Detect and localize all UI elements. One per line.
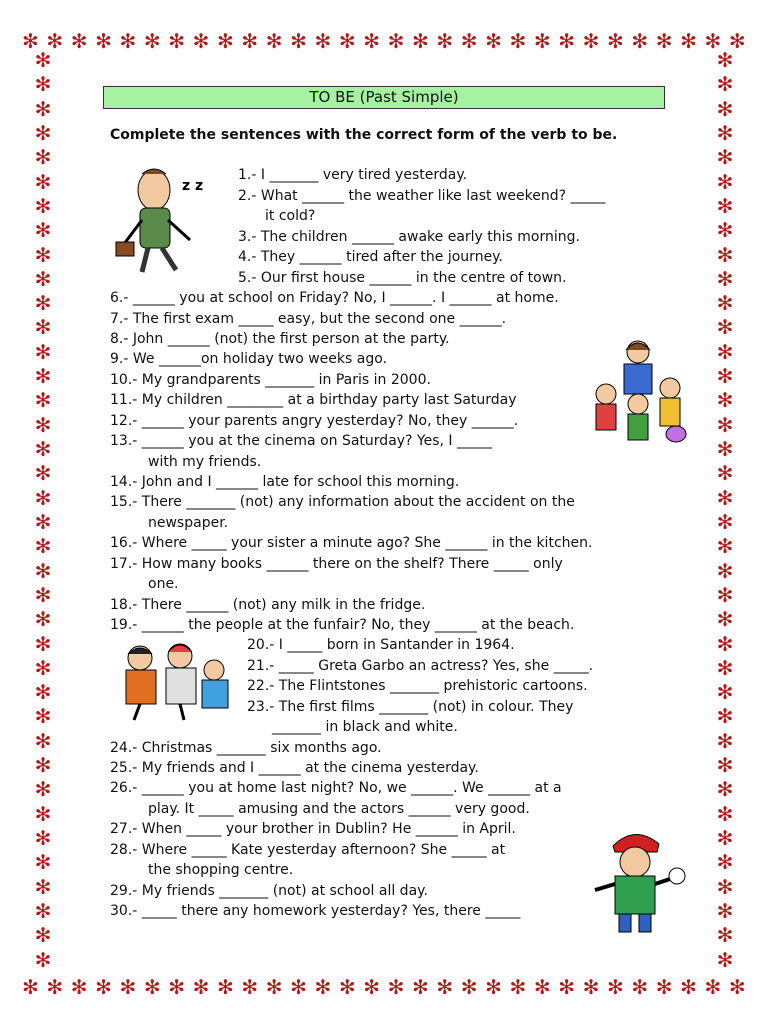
border-star-icon: ✻ (716, 850, 734, 875)
border-star-icon: ✻ (34, 509, 52, 534)
border-star-icon: ✻ (338, 29, 356, 53)
border-star-icon: ✻ (716, 412, 734, 437)
question-19: 19.- ______ the people at the funfair? No, they ______ at the beach. (110, 617, 575, 633)
question-7: 7.- The first exam _____ easy, but the second one ______. (110, 311, 507, 327)
border-star-icon: ✻ (412, 975, 429, 999)
border-star-icon: ✻ (485, 29, 502, 53)
border-star-icon: ✻ (34, 388, 52, 413)
border-star-icon: ✻ (533, 29, 551, 53)
border-star-icon: ✻ (716, 509, 734, 534)
border-star-icon: ✻ (217, 29, 234, 53)
border-star-icon: ✻ (631, 29, 649, 53)
question-16: 16.- Where _____ your sister a minute ago? She ______ in the kitchen. (110, 535, 593, 551)
question-13: 13.- ______ you at the cinema on Saturday? Yes, I _____ (110, 433, 493, 449)
border-star-icon: ✻ (436, 29, 454, 53)
border-star-icon: ✻ (716, 558, 734, 583)
border-star-icon: ✻ (46, 975, 64, 999)
border-star-icon: ✻ (704, 975, 722, 999)
question-23-cont: _______ in black and white. (272, 719, 458, 735)
border-star-icon: ✻ (716, 437, 734, 461)
border-star-icon: ✻ (387, 29, 405, 53)
border-star-icon: ✻ (34, 777, 52, 802)
border-star-icon: ✻ (716, 898, 734, 923)
question-9: 9.- We ______on holiday two weeks ago. (110, 351, 387, 367)
border-star-icon: ✻ (34, 169, 52, 194)
question-6: 6.- ______ you at school on Friday? No, I ______. I ______ at home. (110, 290, 559, 306)
question-5: 5.- Our first house ______ in the centre of town. (238, 270, 567, 286)
border-star-icon: ✻ (290, 975, 307, 999)
border-star-icon: ✻ (716, 315, 734, 340)
border-star-icon: ✻ (363, 29, 381, 53)
question-20: 20.- I _____ born in Santander in 1964. (247, 637, 515, 653)
border-star-icon: ✻ (70, 29, 88, 53)
border-star-icon: ✻ (716, 582, 734, 607)
border-star-icon: ✻ (34, 339, 52, 364)
tired-man-illustration (112, 160, 222, 278)
border-star-icon: ✻ (241, 29, 259, 53)
border-star-icon: ✻ (716, 534, 734, 559)
border-star-icon: ✻ (716, 339, 734, 364)
border-star-icon: ✻ (34, 145, 52, 170)
border-star-icon: ✻ (655, 975, 673, 999)
border-star-icon: ✻ (716, 388, 734, 413)
question-18: 18.- There ______ (not) any milk in the fridge. (110, 597, 426, 613)
question-15: 15.- There _______ (not) any information about the accident on the (110, 494, 575, 510)
question-17-cont: one. (148, 576, 179, 592)
border-star-icon: ✻ (46, 29, 64, 53)
border-star-icon: ✻ (509, 29, 527, 53)
border-star-icon: ✻ (314, 29, 332, 53)
border-star-icon: ✻ (716, 120, 734, 145)
border-star-icon: ✻ (34, 898, 52, 923)
border-star-icon: ✻ (716, 96, 734, 121)
border-star-icon: ✻ (192, 29, 210, 53)
question-15-cont: newspaper. (148, 515, 229, 531)
border-star-icon: ✻ (34, 801, 52, 826)
border-star-icon: ✻ (716, 218, 734, 243)
border-star-icon: ✻ (34, 193, 52, 218)
border-star-icon: ✻ (558, 29, 576, 53)
question-23: 23.- The first films _______ (not) in colour. They (247, 699, 574, 715)
border-star-icon: ✻ (704, 29, 722, 53)
border-star-icon: ✻ (22, 29, 39, 53)
border-star-icon: ✻ (716, 680, 734, 705)
border-star-icon: ✻ (716, 291, 734, 316)
border-star-icon: ✻ (34, 874, 52, 899)
svg-text:z z: z z (182, 178, 204, 194)
border-star-icon: ✻ (680, 29, 697, 53)
border-star-icon: ✻ (34, 96, 52, 121)
border-star-icon: ✻ (34, 218, 52, 243)
border-star-icon: ✻ (338, 975, 356, 999)
border-star-icon: ✻ (460, 975, 478, 999)
border-star-icon: ✻ (680, 975, 697, 999)
border-star-icon: ✻ (217, 975, 234, 999)
border-bottom (22, 972, 746, 1002)
question-3: 3.- The children ______ awake early this morning. (238, 229, 580, 245)
question-30: 30.- _____ there any homework yesterday? Yes, there _____ (110, 903, 521, 919)
border-star-icon: ✻ (716, 874, 734, 899)
border-star-icon: ✻ (716, 631, 734, 656)
question-8: 8.- John ______ (not) the first person at the party. (110, 331, 450, 347)
border-star-icon: ✻ (95, 975, 112, 999)
border-star-icon: ✻ (533, 975, 551, 999)
border-star-icon: ✻ (265, 29, 283, 53)
question-14: 14.- John and I ______ late for school this morning. (110, 474, 460, 490)
question-2-cont: it cold? (265, 208, 316, 224)
border-star-icon: ✻ (607, 975, 624, 999)
border-star-icon: ✻ (314, 975, 332, 999)
border-top (22, 26, 746, 56)
border-star-icon: ✻ (34, 266, 52, 291)
border-left (28, 50, 58, 970)
border-star-icon: ✻ (716, 266, 734, 291)
border-star-icon: ✻ (34, 923, 52, 948)
question-27: 27.- When _____ your brother in Dublin? He ______ in April. (110, 821, 516, 837)
border-star-icon: ✻ (34, 947, 52, 972)
border-star-icon: ✻ (34, 558, 52, 583)
border-star-icon: ✻ (34, 364, 52, 389)
border-star-icon: ✻ (34, 582, 52, 607)
border-star-icon: ✻ (143, 29, 161, 53)
border-star-icon: ✻ (436, 975, 454, 999)
border-star-icon: ✻ (34, 120, 52, 145)
border-star-icon: ✻ (509, 975, 527, 999)
question-1: 1.- I _______ very tired yesterday. (238, 167, 468, 183)
border-star-icon: ✻ (241, 975, 259, 999)
question-26: 26.- ______ you at home last night? No, we ______. We ______ at a (110, 780, 562, 796)
border-star-icon: ✻ (34, 48, 52, 72)
border-star-icon: ✻ (716, 169, 734, 194)
border-star-icon: ✻ (607, 29, 624, 53)
border-star-icon: ✻ (290, 29, 307, 53)
border-star-icon: ✻ (95, 29, 112, 53)
border-star-icon: ✻ (70, 975, 88, 999)
question-29: 29.- My friends _______ (not) at school all day. (110, 883, 428, 899)
question-21: 21.- _____ Greta Garbo an actress? Yes, she _____. (247, 658, 594, 674)
border-star-icon: ✻ (22, 975, 39, 999)
border-star-icon: ✻ (265, 975, 283, 999)
border-star-icon: ✻ (716, 777, 734, 802)
question-24: 24.- Christmas _______ six months ago. (110, 740, 382, 756)
border-star-icon: ✻ (34, 291, 52, 316)
border-star-icon: ✻ (716, 607, 734, 632)
border-star-icon: ✻ (716, 923, 734, 948)
border-star-icon: ✻ (192, 975, 210, 999)
border-star-icon: ✻ (34, 242, 52, 267)
border-star-icon: ✻ (485, 975, 502, 999)
border-star-icon: ✻ (34, 704, 52, 729)
border-star-icon: ✻ (143, 975, 161, 999)
question-25: 25.- My friends and I ______ at the cinema yesterday. (110, 760, 479, 776)
border-star-icon: ✻ (716, 48, 734, 72)
question-28-cont: the shopping centre. (148, 862, 294, 878)
border-star-icon: ✻ (716, 655, 734, 680)
question-22: 22.- The Flintstones _______ prehistoric cartoons. (247, 678, 588, 694)
border-star-icon: ✻ (34, 728, 52, 753)
border-star-icon: ✻ (34, 680, 52, 705)
border-star-icon: ✻ (34, 315, 52, 340)
border-star-icon: ✻ (34, 631, 52, 656)
border-star-icon: ✻ (34, 826, 52, 850)
border-star-icon: ✻ (716, 801, 734, 826)
border-star-icon: ✻ (34, 534, 52, 559)
border-star-icon: ✻ (168, 975, 186, 999)
border-star-icon: ✻ (631, 975, 649, 999)
border-star-icon: ✻ (716, 193, 734, 218)
border-star-icon: ✻ (716, 145, 734, 170)
flintstones-illustration (110, 640, 235, 722)
border-star-icon: ✻ (168, 29, 186, 53)
border-star-icon: ✻ (728, 975, 746, 999)
title-box: TO BE (Past Simple) (103, 86, 665, 109)
border-star-icon: ✻ (716, 753, 734, 778)
pirate-boy-illustration (585, 828, 690, 936)
border-star-icon: ✻ (716, 947, 734, 972)
question-17: 17.- How many books ______ there on the shelf? There _____ only (110, 556, 563, 572)
border-star-icon: ✻ (34, 72, 52, 97)
border-star-icon: ✻ (34, 607, 52, 632)
question-26-cont: play. It _____ amusing and the actors ______ very good. (148, 801, 530, 817)
border-star-icon: ✻ (363, 975, 381, 999)
border-star-icon: ✻ (728, 29, 746, 53)
border-star-icon: ✻ (34, 437, 52, 461)
border-star-icon: ✻ (716, 485, 734, 510)
border-right (710, 50, 740, 970)
border-star-icon: ✻ (387, 975, 405, 999)
border-star-icon: ✻ (34, 412, 52, 437)
border-star-icon: ✻ (412, 29, 429, 53)
border-star-icon: ✻ (582, 29, 600, 53)
border-star-icon: ✻ (716, 364, 734, 389)
border-star-icon: ✻ (119, 975, 137, 999)
border-star-icon: ✻ (655, 29, 673, 53)
border-star-icon: ✻ (34, 461, 52, 486)
instruction: Complete the sentences with the correct form of the verb to be. (110, 127, 618, 143)
question-2: 2.- What ______ the weather like last weekend? _____ (238, 188, 606, 204)
border-star-icon: ✻ (716, 72, 734, 97)
border-star-icon: ✻ (716, 728, 734, 753)
border-star-icon: ✻ (34, 753, 52, 778)
border-star-icon: ✻ (34, 655, 52, 680)
border-star-icon: ✻ (716, 704, 734, 729)
border-star-icon: ✻ (34, 850, 52, 875)
question-13-cont: with my friends. (148, 454, 262, 470)
border-star-icon: ✻ (716, 826, 734, 850)
question-28: 28.- Where _____ Kate yesterday afternoon? She _____ at (110, 842, 506, 858)
border-star-icon: ✻ (582, 975, 600, 999)
question-10: 10.- My grandparents _______ in Paris in 2000. (110, 372, 431, 388)
border-star-icon: ✻ (34, 485, 52, 510)
border-star-icon: ✻ (558, 975, 576, 999)
question-4: 4.- They ______ tired after the journey. (238, 249, 503, 265)
party-illustration (590, 338, 690, 446)
border-star-icon: ✻ (716, 242, 734, 267)
border-star-icon: ✻ (119, 29, 137, 53)
question-12: 12.- ______ your parents angry yesterday? No, they ______. (110, 413, 519, 429)
border-star-icon: ✻ (460, 29, 478, 53)
question-11: 11.- My children ________ at a birthday party last Saturday (110, 392, 517, 408)
border-star-icon: ✻ (716, 461, 734, 486)
